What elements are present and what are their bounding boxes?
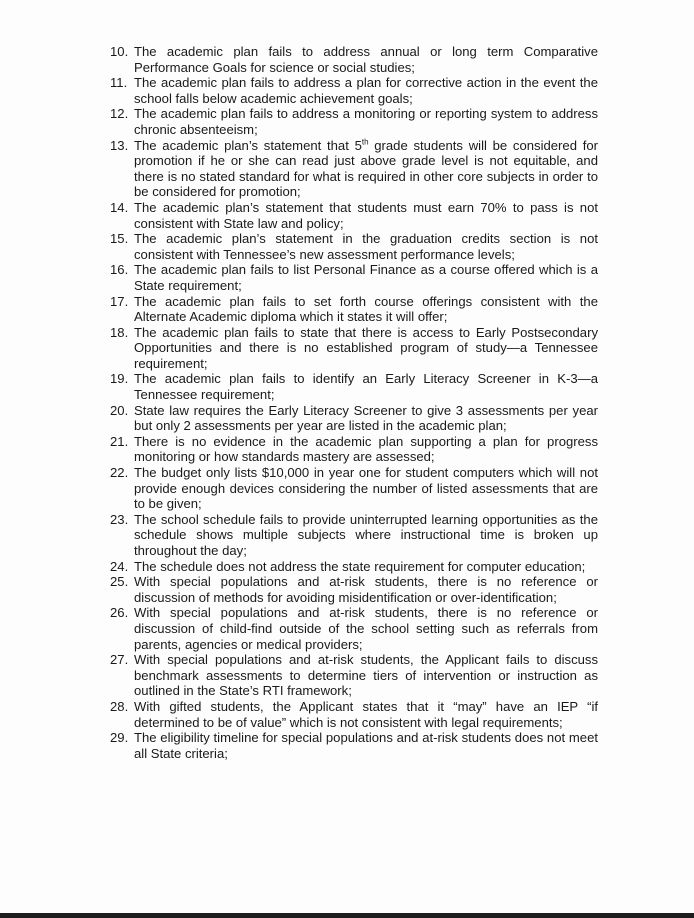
item-number: 19. (110, 371, 129, 387)
list-item (110, 730, 598, 761)
list-item (110, 652, 598, 699)
list-item (110, 231, 598, 262)
list-item (110, 200, 598, 231)
item-text: The academic plan’s statement that students must earn 70% to pass is not consistent with State law and policy; (134, 199, 598, 231)
list-item (110, 106, 598, 137)
list-item (110, 294, 598, 325)
item-number: 15. (110, 231, 129, 247)
item-number: 29. (110, 730, 129, 746)
list-item (110, 559, 598, 575)
list-item (110, 325, 598, 372)
item-text: With special populations and at-risk students, the Applicant fails to discuss benchmark assessments to determine tiers of intervention or instruction as outlined in the State’s RTI framework; (134, 652, 598, 699)
item-text: With gifted students, the Applicant states that it “may” have an IEP “if determined to be of value” which is not consistent with legal requirements; (134, 698, 598, 730)
item-text: The academic plan fails to address annual or long term Comparative Performance Goals for science or social studies; (134, 44, 598, 75)
item-number: 16. (110, 262, 129, 278)
item-number: 25. (110, 574, 129, 590)
item-text: The academic plan fails to identify an Early Literacy Screener in K-3—a Tennessee requirement; (134, 371, 598, 403)
item-text: The academic plan’s statement that 5th grade students will be considered for promotion if he or she can read just above grade level is not equitable, and there is no stated standard for what is required in other core subjects in order to be considered for promotion; (134, 137, 598, 200)
item-number: 20. (110, 402, 129, 418)
list-item (110, 605, 598, 652)
list-item (110, 75, 598, 106)
item-text: The academic plan fails to address a monitoring or reporting system to address chronic absenteeism; (134, 106, 598, 137)
list-item (110, 371, 598, 402)
item-text: There is no evidence in the academic plan supporting a plan for progress monitoring or how standards mastery are assessed; (134, 433, 598, 465)
item-number: 23. (110, 511, 129, 527)
item-number: 27. (110, 652, 129, 668)
item-number: 13. (110, 137, 129, 153)
item-number: 22. (110, 465, 129, 481)
item-text: The eligibility timeline for special populations and at-risk students does not meet all State criteria; (134, 730, 598, 761)
item-text: The academic plan fails to address a plan for corrective action in the event the school falls below academic achievement goals; (134, 75, 598, 106)
list-item (110, 403, 598, 434)
list-item (110, 574, 598, 605)
item-text: With special populations and at-risk students, there is no reference or discussion of methods for avoiding misidentification or over-identification; (134, 574, 598, 605)
item-number: 26. (110, 605, 129, 621)
item-text: With special populations and at-risk students, there is no reference or discussion of child-find outside of the school setting such as referrals from parents, agencies or medical providers; (134, 605, 598, 652)
list-item (110, 44, 598, 75)
item-number: 17. (110, 293, 129, 309)
item-number: 10. (110, 44, 129, 59)
list-item (110, 465, 598, 512)
item-number: 14. (110, 199, 129, 215)
item-text: The academic plan fails to set forth course offerings consistent with the Alternate Academic diploma which it states it will offer; (134, 293, 598, 325)
list-item (110, 699, 598, 730)
bottom-edge (0, 913, 694, 918)
item-number: 11. (110, 75, 128, 91)
item-number: 21. (110, 433, 129, 449)
list-item (110, 434, 598, 465)
list-item (110, 262, 598, 293)
item-text: The academic plan fails to state that there is access to Early Postsecondary Opportunities and there is no established program of study—a Tennessee requirement; (134, 324, 598, 371)
list-item (110, 138, 598, 200)
item-text: The academic plan’s statement in the graduation credits section is not consistent with Tennessee’s new assessment performance levels; (134, 231, 598, 262)
item-number: 24. (110, 558, 129, 574)
item-text: The school schedule fails to provide uninterrupted learning opportunities as the schedule shows multiple subjects where instructional time is broken up throughout the day; (134, 511, 598, 558)
list-item (110, 512, 598, 559)
item-text: The budget only lists $10,000 in year one for student computers which will not provide enough devices considering the number of listed assessments that are to be given; (134, 465, 598, 512)
item-number: 18. (110, 324, 129, 340)
item-number: 28. (110, 698, 129, 714)
item-text: State law requires the Early Literacy Screener to give 3 assessments per year but only 2 assessments per year are listed in the academic plan; (134, 402, 598, 434)
item-text: The schedule does not address the state requirement for computer education; (134, 558, 586, 574)
findings-list (110, 44, 598, 761)
item-text: The academic plan fails to list Personal Finance as a course offered which is a State requirement; (134, 262, 598, 293)
item-number: 12. (110, 106, 129, 122)
